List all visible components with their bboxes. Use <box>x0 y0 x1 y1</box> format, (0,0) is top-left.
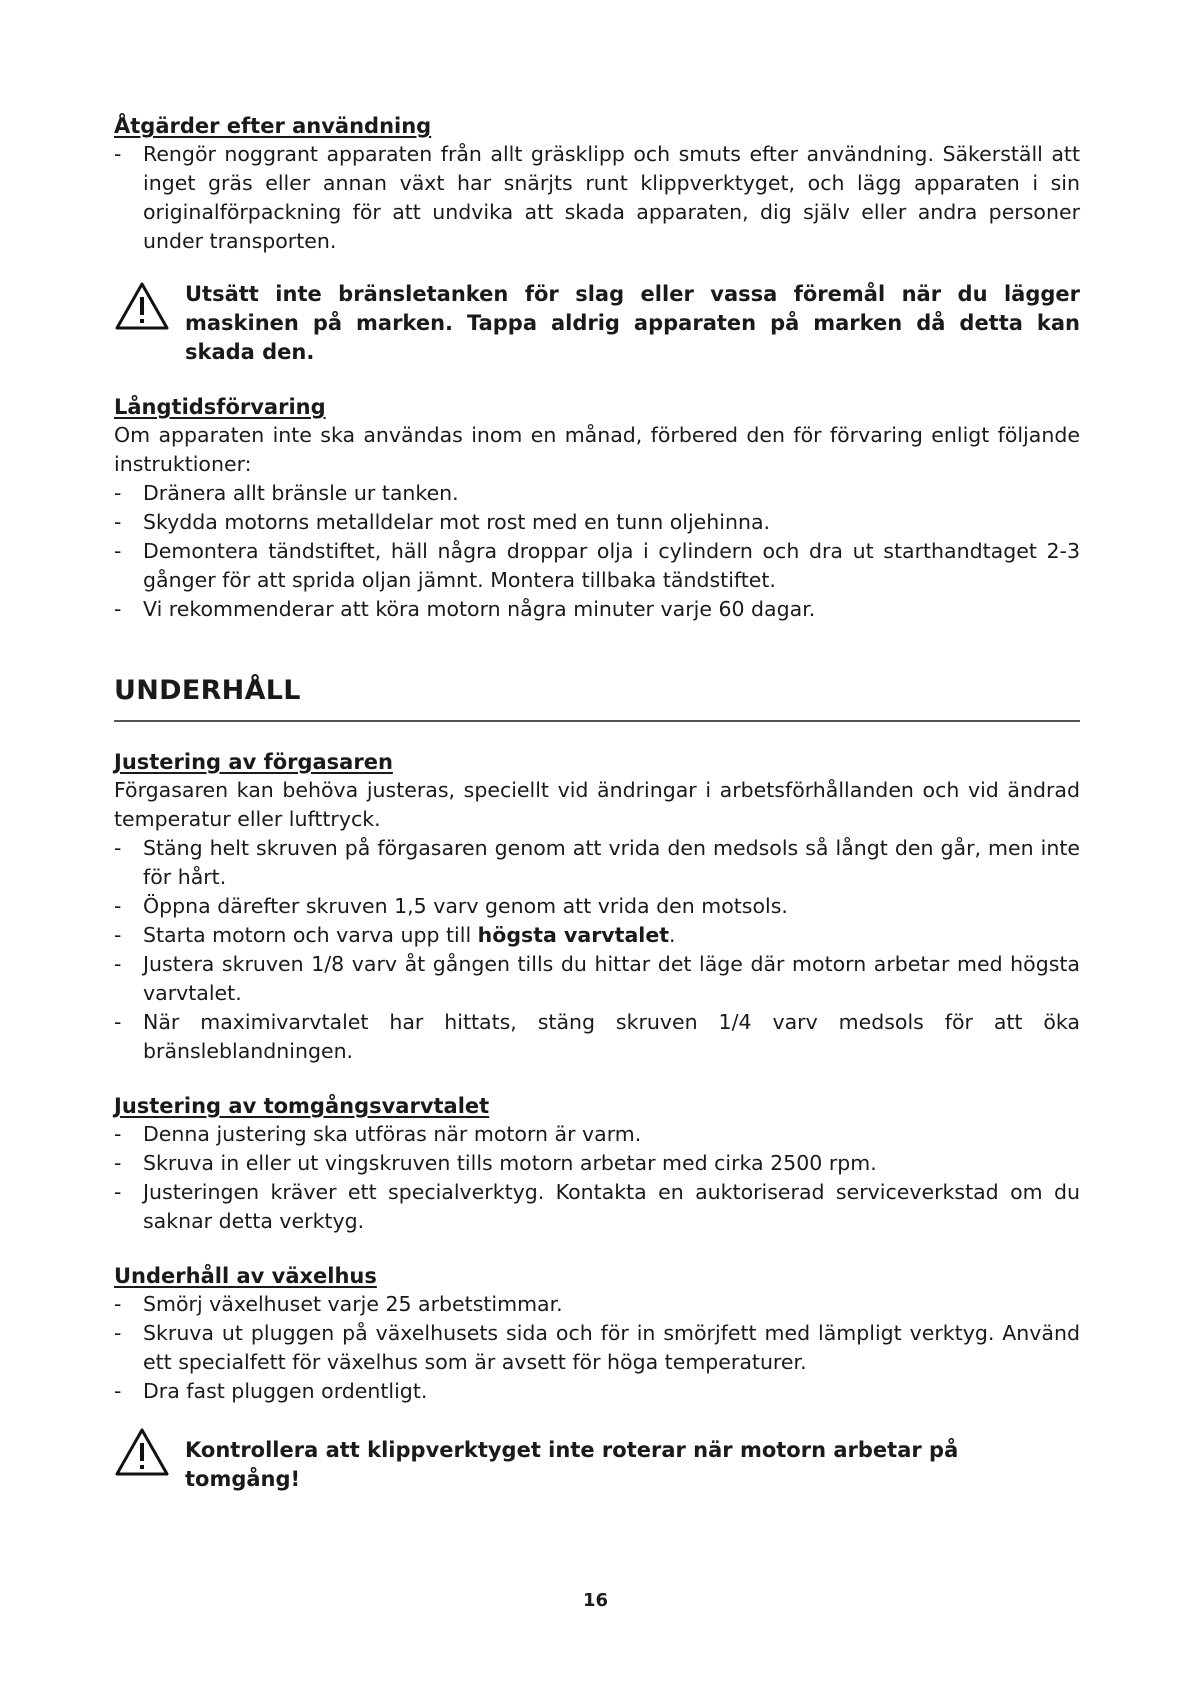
list-item: - Demontera tändstiftet, häll några droppar olja i cylindern och dra ut starthandtaget 2-3 gånger för att sprida oljan jämnt. Montera tillbaka tändstiftet. <box>114 537 1080 595</box>
list-item: - Denna justering ska utföras när motorn är varm. <box>114 1120 1080 1149</box>
page-content <box>114 112 1080 1494</box>
storage-intro: Om apparaten inte ska användas inom en månad, förbered den för förvaring enligt följande instruktioner: <box>114 423 1080 476</box>
list-item: - Öppna därefter skruven 1,5 varv genom att vrida den motsols. <box>114 892 1080 921</box>
item-text-suffix: . <box>669 922 676 947</box>
list-item: - Vi rekommenderar att köra motorn några minuter varje 60 dagar. <box>114 595 1080 624</box>
carburetor-intro: Förgasaren kan behöva justeras, speciellt vid ändringar i arbetsförhållanden och vid ändrad temperatur eller lufttryck. <box>114 777 1080 831</box>
gearbox-list <box>114 1290 1080 1406</box>
list-item: - Dränera allt bränsle ur tanken. <box>114 479 1080 508</box>
list-item: - Rengör noggrant apparaten från allt gräsklipp och smuts efter användning. Säkerställ att inget gräs eller annan växt har snärjts runt klippverktyget, och lägg apparaten i sin originalförpackning för att undvika att skada apparaten, dig själv eller andra personer under transporten. <box>114 140 1080 256</box>
list-item: - När maximivarvtalet har hittats, stäng skruven 1/4 varv medsols för att öka bränsleblandningen. <box>114 1008 1080 1066</box>
idle-heading: Justering av tomgångsvarvtalet <box>114 1093 490 1118</box>
warning-idle-rotation <box>114 1426 1080 1494</box>
section-title: UNDERHÅLL <box>114 675 301 706</box>
storage-list <box>114 479 1080 624</box>
warning-triangle-icon <box>114 280 170 332</box>
after-use-heading: Åtgärder efter användning <box>114 114 432 138</box>
gearbox-heading: Underhåll av växelhus <box>114 1263 377 1288</box>
carburetor-list <box>114 834 1080 1066</box>
list-item: - Justera skruven 1/8 varv åt gången tills du hittar det läge där motorn arbetar med högsta varvtalet. <box>114 950 1080 1008</box>
warning-text: Kontrollera att klippverktyget inte roterar när motorn arbetar på tomgång! <box>185 1437 959 1491</box>
list-item: - Skruva in eller ut vingskruven tills motorn arbetar med cirka 2500 rpm. <box>114 1149 1080 1178</box>
after-use-list <box>114 140 1080 256</box>
list-item: - Skydda motorns metalldelar mot rost med en tunn oljehinna. <box>114 508 1080 537</box>
list-item: - Skruva ut pluggen på växelhusets sida och för in smörjfett med lämpligt verktyg. Använd ett specialfett för växelhus som är avsett för höga temperaturer. <box>114 1319 1080 1377</box>
warning-triangle-icon <box>114 1426 170 1478</box>
carburetor-heading: Justering av förgasaren <box>114 749 393 774</box>
maintenance-section-header <box>114 674 1080 722</box>
storage-heading: Långtidsförvaring <box>114 395 326 419</box>
list-item: - Smörj växelhuset varje 25 arbetstimmar. <box>114 1290 1080 1319</box>
list-item <box>114 921 1080 950</box>
page-number: 16 <box>582 1590 609 1611</box>
idle-list <box>114 1120 1080 1236</box>
section-divider <box>114 720 1080 722</box>
item-bold-text: högsta varvtalet <box>477 922 670 947</box>
list-item: - Dra fast pluggen ordentligt. <box>114 1377 1080 1406</box>
list-item: - Stäng helt skruven på förgasaren genom att vrida den medsols så långt den går, men inte för hårt. <box>114 834 1080 892</box>
warning-text: Utsätt inte bränsletanken för slag eller vassa föremål när du lägger maskinen på marken. Tappa aldrig apparaten på marken då detta kan skada den. <box>185 282 1080 364</box>
item-text: Starta motorn och varva upp till <box>143 922 478 947</box>
warning-fuel-tank <box>114 280 1080 367</box>
list-item: - Justeringen kräver ett specialverktyg. Kontakta en auktoriserad serviceverkstad om du saknar detta verktyg. <box>114 1178 1080 1236</box>
